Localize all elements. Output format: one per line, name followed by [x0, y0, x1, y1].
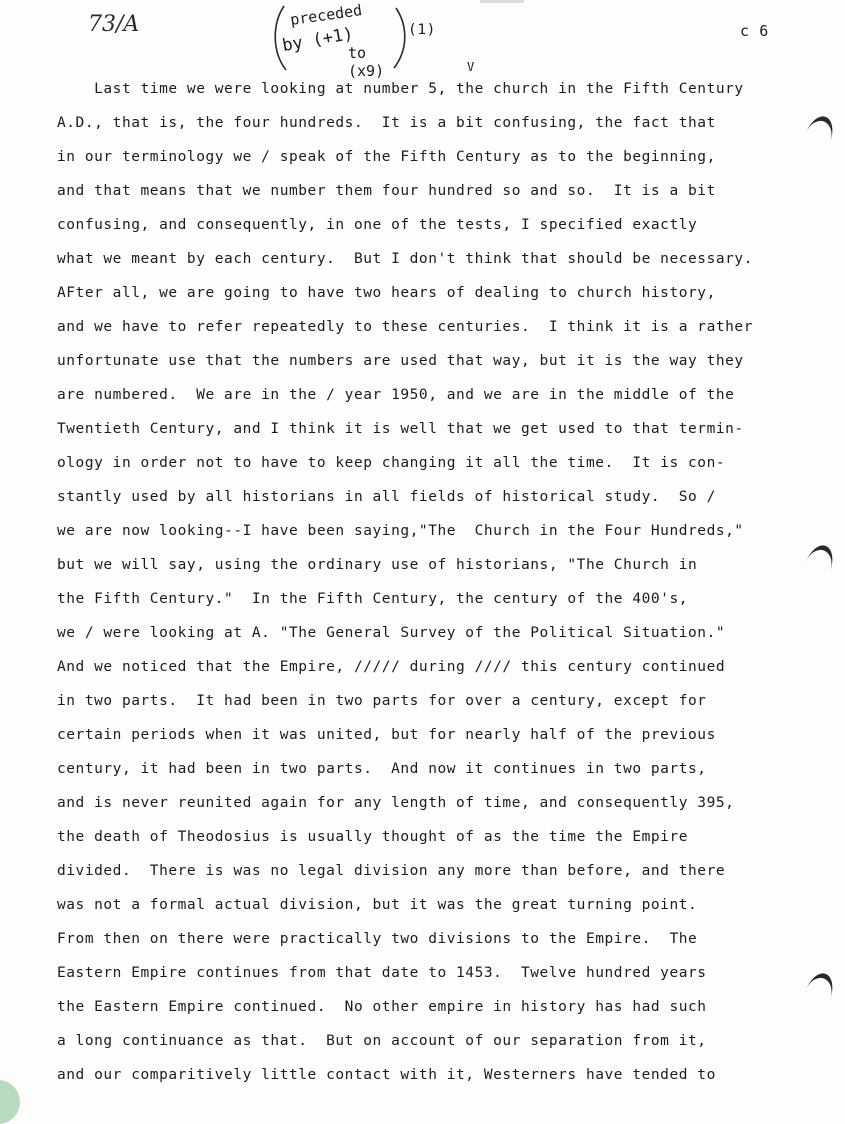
insertion-caret: V — [467, 60, 475, 74]
handwritten-bracketed-note — [270, 1, 410, 80]
text-line: in our terminology we / speak of the Fifth Century as to the beginning, — [57, 149, 716, 165]
typed-section-marker: (1) — [408, 22, 436, 38]
text-line: Last time we were looking at number 5, the church in the Fifth Century — [57, 81, 744, 97]
page-code: c 6 — [740, 22, 769, 40]
text-line: Twentieth Century, and I think it is well that we get used to that termin- — [57, 421, 744, 437]
text-line: the Eastern Empire continued. No other empire in history has had such — [57, 999, 707, 1015]
text-line: we are now looking--I have been saying,"The Church in the Four Hundreds," — [57, 523, 744, 539]
text-line: unfortunate use that the numbers are used that way, but it is the way they — [57, 353, 744, 369]
text-line: and we have to refer repeatedly to these centuries. I think it is a rather — [57, 319, 753, 335]
text-line: From then on there were practically two divisions to the Empire. The — [57, 931, 698, 947]
text-line: And we noticed that the Empire, ///// during //// this century continued — [57, 659, 726, 675]
text-line: stantly used by all historians in all fields of historical study. So / — [57, 489, 716, 505]
text-line: and is never reunited again for any length of time, and consequently 395, — [57, 795, 735, 811]
text-line: A.D., that is, the four hundreds. It is a bit confusing, the fact that — [57, 115, 716, 131]
text-line: a long continuance as that. But on account of our separation from it, — [57, 1033, 707, 1049]
text-line: the death of Theodosius is usually thought of as the time the Empire — [57, 829, 689, 845]
binder-hole-shadow — [804, 969, 838, 1003]
handwritten-note-line: to (x9) — [348, 44, 385, 80]
text-line: in two parts. It had been in two parts for over a century, except for — [57, 693, 707, 709]
text-line: but we will say, using the ordinary use of historians, "The Church in — [57, 557, 698, 573]
text-line: ology in order not to have to keep changing it all the time. It is con- — [57, 455, 726, 471]
text-line: are numbered. We are in the / year 1950, and we are in the middle of the — [57, 387, 735, 403]
typed-body-text — [57, 72, 753, 1092]
binder-hole-shadow — [804, 541, 838, 575]
text-line: and our comparitively little contact with it, Westerners have tended to — [57, 1067, 716, 1083]
text-line: AFter all, we are going to have two hears of dealing to church history, — [57, 285, 716, 301]
text-line: and that means that we number them four hundred so and so. It is a bit — [57, 183, 716, 199]
text-line: we / were looking at A. "The General Survey of the Political Situation." — [57, 625, 726, 641]
text-line: divided. There is was no legal division any more than before, and there — [57, 863, 726, 879]
text-line: century, it had been in two parts. And now it continues in two parts, — [57, 761, 707, 777]
binder-hole-shadow — [804, 112, 838, 146]
text-line: Eastern Empire continues from that date to 1453. Twelve hundred years — [57, 965, 707, 981]
text-line: certain periods when it was united, but for nearly half of the previous — [57, 727, 716, 743]
text-line: was not a formal actual division, but it was the great turning point. — [57, 897, 698, 913]
handwritten-note-line: by (+1) — [280, 23, 355, 57]
handwritten-note-line: preceded — [289, 1, 364, 29]
text-line: confusing, and consequently, in one of the tests, I specified exactly — [57, 217, 698, 233]
text-line: what we meant by each century. But I don't think that should be necessary. — [57, 251, 753, 267]
paper-edge — [480, 0, 524, 3]
text-line: the Fifth Century." In the Fifth Century, the century of the 400's, — [57, 591, 689, 607]
handwritten-page-number: 73/A — [88, 12, 140, 37]
corner-mark — [0, 1080, 20, 1124]
